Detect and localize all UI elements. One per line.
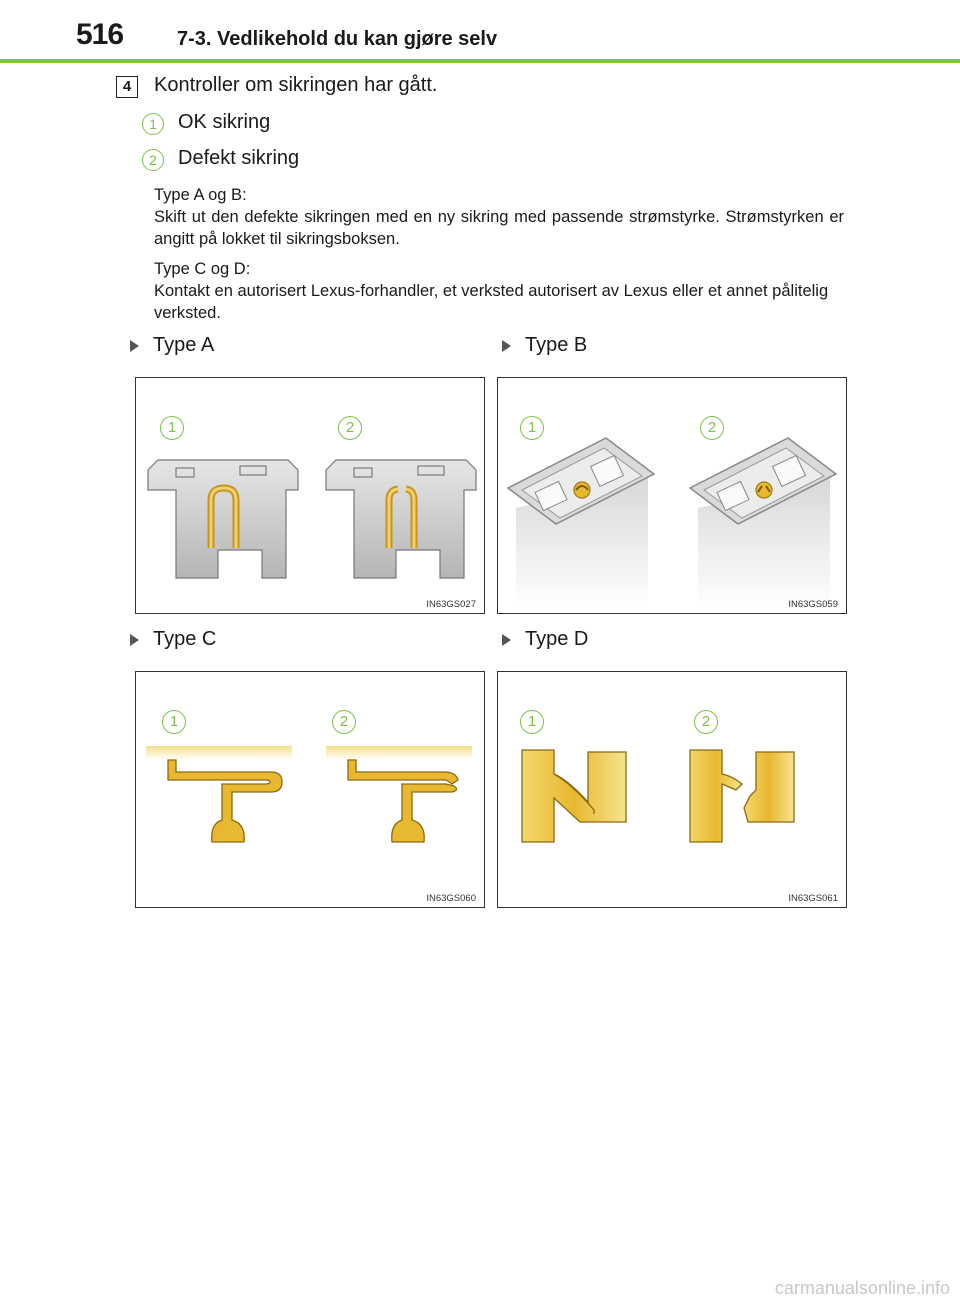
paragraph-heading: Type A og B: [154, 186, 247, 204]
step-text: Kontroller om sikringen har gått. [154, 74, 438, 96]
blade-fuse-illustration [136, 378, 485, 614]
paragraph-heading: Type C og D: [154, 260, 251, 278]
watermark: carmanualsonline.info [774, 1278, 950, 1298]
triangle-bullet-icon [130, 340, 139, 352]
heading-type-b [502, 334, 587, 357]
header-divider [0, 59, 960, 63]
triangle-bullet-icon [502, 634, 511, 646]
figure-code: IN63GS059 [788, 599, 838, 610]
heading-label: Type C [153, 628, 217, 650]
cartridge-fuse-illustration [498, 378, 847, 614]
figure-number-1: 1 [520, 416, 544, 440]
paragraph-type-a-b [154, 184, 844, 250]
figure-type-a [135, 377, 485, 614]
heading-label: Type B [525, 334, 588, 356]
figure-number-2: 2 [700, 416, 724, 440]
heavy-fusible-link-illustration [498, 672, 847, 908]
paragraph-type-c-d [154, 258, 844, 324]
heading-label: Type D [525, 628, 589, 650]
heading-label: Type A [153, 334, 215, 356]
figure-code: IN63GS027 [426, 599, 476, 610]
paragraph-body: Skift ut den defekte sikringen med en ny sikring med passende strømstyrke. Strømstyrken er angitt på lokket til sikringsboksen. [154, 208, 844, 248]
figure-number-1: 1 [520, 710, 544, 734]
figure-number-1: 1 [162, 710, 186, 734]
fusible-link-illustration [136, 672, 485, 908]
figure-number-2: 2 [694, 710, 718, 734]
figure-code: IN63GS060 [426, 893, 476, 904]
figure-type-d [497, 671, 847, 908]
heading-type-d [502, 628, 588, 651]
figure-number-1: 1 [160, 416, 184, 440]
heading-type-a [130, 334, 214, 357]
figure-type-c [135, 671, 485, 908]
page-number: 516 [76, 18, 124, 51]
label-number-1: 1 [142, 113, 164, 135]
section-title: 7-3. Vedlikehold du kan gjøre selv [177, 28, 498, 50]
triangle-bullet-icon [502, 340, 511, 352]
figure-number-2: 2 [338, 416, 362, 440]
triangle-bullet-icon [130, 634, 139, 646]
figure-code: IN63GS061 [788, 893, 838, 904]
paragraph-body: Kontakt en autorisert Lexus-forhandler, et verksted autorisert av Lexus eller et annet pålitelig verksted. [154, 282, 829, 322]
label-ok-fuse: OK sikring [178, 111, 271, 133]
heading-type-c [130, 628, 216, 651]
figure-number-2: 2 [332, 710, 356, 734]
label-defect-fuse: Defekt sikring [178, 147, 300, 169]
label-number-2: 2 [142, 149, 164, 171]
figure-type-b [497, 377, 847, 614]
step-badge: 4 [116, 76, 138, 98]
